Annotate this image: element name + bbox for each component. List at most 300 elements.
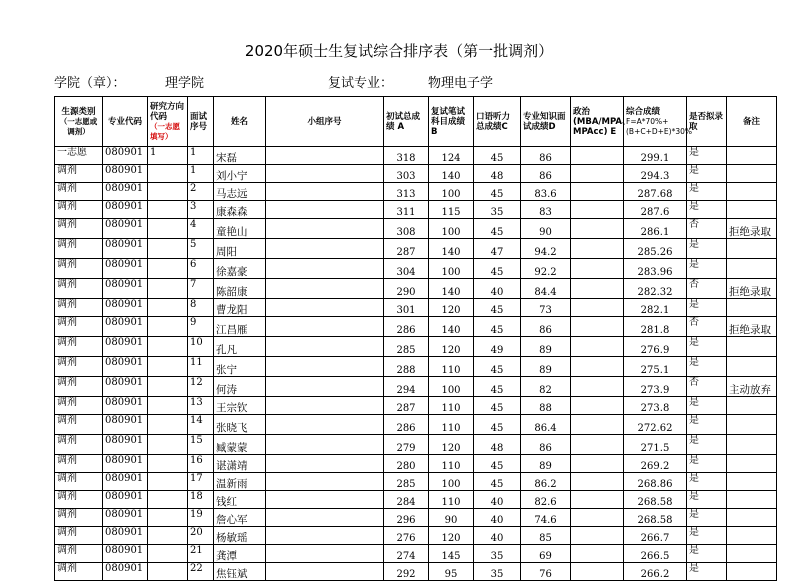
cell-admit: 是 — [687, 509, 727, 527]
cell-remarks — [727, 147, 777, 165]
cell-oral-score: 49 — [474, 337, 521, 357]
cell-group-no — [266, 397, 384, 415]
cell-name: 陈韶康 — [214, 279, 266, 299]
cell-research-code — [148, 509, 188, 527]
cell-remarks — [727, 397, 777, 415]
cell-major-code: 080901 — [103, 219, 148, 239]
cell-composite-score: 266.2 — [624, 563, 687, 581]
table-row — [55, 239, 777, 259]
cell-oral-score: 45 — [474, 299, 521, 317]
table-row — [55, 183, 777, 201]
cell-composite-score: 285.26 — [624, 239, 687, 259]
cell-name: 孔凡 — [214, 337, 266, 357]
cell-professional-score: 89 — [521, 357, 571, 377]
cell-initial-score: 294 — [384, 377, 429, 397]
cell-admit: 否 — [687, 377, 727, 397]
cell-source: 调剂 — [55, 357, 103, 377]
cell-research-code: 1 — [148, 147, 188, 165]
cell-oral-score: 40 — [474, 527, 521, 545]
cell-composite-score: 271.5 — [624, 435, 687, 455]
cell-composite-score: 269.2 — [624, 455, 687, 473]
cell-name: 江昌雁 — [214, 317, 266, 337]
cell-professional-score: 76 — [521, 563, 571, 581]
cell-name: 马志远 — [214, 183, 266, 201]
cell-interview-no: 10 — [188, 337, 214, 357]
cell-politics — [571, 491, 624, 509]
cell-research-code — [148, 377, 188, 397]
cell-professional-score: 86 — [521, 147, 571, 165]
cell-initial-score: 292 — [384, 563, 429, 581]
cell-source: 调剂 — [55, 219, 103, 239]
cell-research-code — [148, 279, 188, 299]
cell-source: 调剂 — [55, 563, 103, 581]
cell-research-code — [148, 357, 188, 377]
cell-composite-score: 273.9 — [624, 377, 687, 397]
cell-research-code — [148, 183, 188, 201]
cell-admit: 是 — [687, 491, 727, 509]
cell-name: 詹心军 — [214, 509, 266, 527]
cell-politics — [571, 239, 624, 259]
cell-name: 王宗钦 — [214, 397, 266, 415]
cell-oral-score: 35 — [474, 563, 521, 581]
table-row — [55, 377, 777, 397]
cell-remarks — [727, 415, 777, 435]
cell-politics — [571, 563, 624, 581]
cell-interview-no: 16 — [188, 455, 214, 473]
cell-source: 调剂 — [55, 377, 103, 397]
cell-interview-no: 20 — [188, 527, 214, 545]
cell-politics — [571, 545, 624, 563]
cell-initial-score: 303 — [384, 165, 429, 183]
table-row — [55, 527, 777, 545]
cell-written-score: 100 — [429, 259, 474, 279]
cell-professional-score: 86.2 — [521, 473, 571, 491]
cell-politics — [571, 299, 624, 317]
header-major-code: 专业代码 — [103, 97, 148, 147]
cell-name: 周阳 — [214, 239, 266, 259]
cell-major-code: 080901 — [103, 415, 148, 435]
cell-remarks: 主动放弃 — [727, 377, 777, 397]
cell-initial-score: 285 — [384, 473, 429, 491]
cell-group-no — [266, 415, 384, 435]
cell-remarks — [727, 239, 777, 259]
cell-initial-score: 290 — [384, 279, 429, 299]
cell-admit: 是 — [687, 473, 727, 491]
cell-initial-score: 279 — [384, 435, 429, 455]
cell-politics — [571, 455, 624, 473]
cell-major-code: 080901 — [103, 509, 148, 527]
cell-interview-no: 21 — [188, 545, 214, 563]
cell-written-score: 110 — [429, 455, 474, 473]
cell-oral-score: 48 — [474, 165, 521, 183]
cell-name: 刘小宁 — [214, 165, 266, 183]
cell-written-score: 115 — [429, 201, 474, 219]
cell-admit: 否 — [687, 279, 727, 299]
header-initial-score: 初试总成绩 A — [384, 97, 429, 147]
cell-composite-score: 286.1 — [624, 219, 687, 239]
cell-written-score: 100 — [429, 183, 474, 201]
cell-interview-no: 7 — [188, 279, 214, 299]
cell-source: 调剂 — [55, 183, 103, 201]
cell-professional-score: 84.4 — [521, 279, 571, 299]
major-value: 物理电子学 — [428, 76, 494, 91]
cell-group-no — [266, 337, 384, 357]
cell-source: 调剂 — [55, 491, 103, 509]
cell-initial-score: 296 — [384, 509, 429, 527]
cell-politics — [571, 473, 624, 491]
cell-major-code: 080901 — [103, 201, 148, 219]
cell-group-no — [266, 239, 384, 259]
cell-oral-score: 45 — [474, 357, 521, 377]
cell-source: 调剂 — [55, 455, 103, 473]
cell-remarks — [727, 337, 777, 357]
ranking-table — [54, 96, 777, 581]
cell-source: 调剂 — [55, 337, 103, 357]
cell-admit: 否 — [687, 317, 727, 337]
cell-admit: 是 — [687, 545, 727, 563]
cell-admit: 是 — [687, 455, 727, 473]
cell-major-code: 080901 — [103, 337, 148, 357]
page-title: 2020年硕士生复试综合排序表（第一批调剂） — [244, 42, 554, 60]
cell-professional-score: 92.2 — [521, 259, 571, 279]
cell-politics — [571, 183, 624, 201]
cell-remarks — [727, 455, 777, 473]
cell-interview-no: 4 — [188, 219, 214, 239]
cell-group-no — [266, 563, 384, 581]
cell-written-score: 100 — [429, 473, 474, 491]
cell-politics — [571, 357, 624, 377]
cell-initial-score: 280 — [384, 455, 429, 473]
table-row — [55, 397, 777, 415]
cell-oral-score: 45 — [474, 147, 521, 165]
cell-remarks — [727, 473, 777, 491]
cell-politics — [571, 527, 624, 545]
cell-interview-no: 5 — [188, 239, 214, 259]
cell-oral-score: 35 — [474, 201, 521, 219]
cell-source: 调剂 — [55, 473, 103, 491]
cell-admit: 是 — [687, 563, 727, 581]
cell-group-no — [266, 527, 384, 545]
cell-admit: 是 — [687, 299, 727, 317]
table-row — [55, 509, 777, 527]
cell-name: 温新雨 — [214, 473, 266, 491]
cell-name: 曹龙阳 — [214, 299, 266, 317]
cell-composite-score: 299.1 — [624, 147, 687, 165]
cell-interview-no: 22 — [188, 563, 214, 581]
cell-interview-no: 12 — [188, 377, 214, 397]
header-politics: 政治(MBA/MPA、MPAcc) E — [571, 97, 624, 147]
cell-written-score: 110 — [429, 491, 474, 509]
cell-name: 张晓飞 — [214, 415, 266, 435]
header-name: 姓名 — [214, 97, 266, 147]
cell-group-no — [266, 201, 384, 219]
cell-professional-score: 82 — [521, 377, 571, 397]
table-row — [55, 545, 777, 563]
cell-group-no — [266, 455, 384, 473]
cell-oral-score: 45 — [474, 415, 521, 435]
cell-group-no — [266, 377, 384, 397]
cell-source: 调剂 — [55, 435, 103, 455]
cell-remarks — [727, 435, 777, 455]
cell-interview-no: 6 — [188, 259, 214, 279]
cell-composite-score: 268.58 — [624, 509, 687, 527]
table-row — [55, 455, 777, 473]
cell-source: 调剂 — [55, 279, 103, 299]
cell-major-code: 080901 — [103, 279, 148, 299]
cell-initial-score: 287 — [384, 239, 429, 259]
cell-source: 调剂 — [55, 415, 103, 435]
cell-oral-score: 45 — [474, 183, 521, 201]
cell-source: 调剂 — [55, 239, 103, 259]
cell-oral-score: 45 — [474, 455, 521, 473]
cell-major-code: 080901 — [103, 165, 148, 183]
cell-group-no — [266, 259, 384, 279]
cell-remarks: 拒绝录取 — [727, 279, 777, 299]
header-interview-no: 面试序号 — [188, 97, 214, 147]
major-label: 复试专业： — [328, 76, 394, 91]
cell-politics — [571, 317, 624, 337]
cell-professional-score: 86 — [521, 165, 571, 183]
cell-professional-score: 89 — [521, 455, 571, 473]
cell-name: 焦钰斌 — [214, 563, 266, 581]
cell-written-score: 120 — [429, 527, 474, 545]
cell-major-code: 080901 — [103, 239, 148, 259]
cell-professional-score: 74.6 — [521, 509, 571, 527]
cell-written-score: 140 — [429, 279, 474, 299]
cell-research-code — [148, 415, 188, 435]
cell-oral-score: 40 — [474, 279, 521, 299]
cell-source: 一志愿 — [55, 147, 103, 165]
cell-name: 龚潭 — [214, 545, 266, 563]
cell-admit: 是 — [687, 337, 727, 357]
cell-remarks — [727, 545, 777, 563]
cell-source: 调剂 — [55, 299, 103, 317]
header-remarks: 备注 — [727, 97, 777, 147]
table-row — [55, 165, 777, 183]
cell-composite-score: 275.1 — [624, 357, 687, 377]
cell-remarks — [727, 299, 777, 317]
cell-research-code — [148, 259, 188, 279]
cell-research-code — [148, 473, 188, 491]
table-row — [55, 201, 777, 219]
cell-interview-no: 8 — [188, 299, 214, 317]
cell-source: 调剂 — [55, 201, 103, 219]
table-row — [55, 279, 777, 299]
cell-group-no — [266, 473, 384, 491]
cell-interview-no: 1 — [188, 147, 214, 165]
cell-composite-score: 268.58 — [624, 491, 687, 509]
cell-name: 钱红 — [214, 491, 266, 509]
cell-remarks: 拒绝录取 — [727, 317, 777, 337]
cell-oral-score: 35 — [474, 545, 521, 563]
cell-written-score: 140 — [429, 165, 474, 183]
cell-written-score: 145 — [429, 545, 474, 563]
cell-initial-score: 318 — [384, 147, 429, 165]
cell-name: 张宁 — [214, 357, 266, 377]
cell-major-code: 080901 — [103, 563, 148, 581]
header-oral-score: 口语听力总成绩C — [474, 97, 521, 147]
cell-name: 谌潇靖 — [214, 455, 266, 473]
header-composite: 综合成绩 F=A*70%+(B+C+D+E)*30% — [624, 97, 687, 147]
cell-initial-score: 288 — [384, 357, 429, 377]
cell-interview-no: 15 — [188, 435, 214, 455]
cell-major-code: 080901 — [103, 455, 148, 473]
cell-major-code: 080901 — [103, 491, 148, 509]
cell-written-score: 100 — [429, 377, 474, 397]
cell-politics — [571, 165, 624, 183]
cell-major-code: 080901 — [103, 527, 148, 545]
cell-written-score: 140 — [429, 317, 474, 337]
cell-oral-score: 45 — [474, 219, 521, 239]
cell-written-score: 120 — [429, 337, 474, 357]
cell-remarks: 拒绝录取 — [727, 219, 777, 239]
cell-major-code: 080901 — [103, 377, 148, 397]
cell-oral-score: 47 — [474, 239, 521, 259]
cell-admit: 是 — [687, 415, 727, 435]
cell-name: 杨敏瑶 — [214, 527, 266, 545]
cell-written-score: 110 — [429, 357, 474, 377]
cell-professional-score: 82.6 — [521, 491, 571, 509]
cell-research-code — [148, 455, 188, 473]
cell-oral-score: 40 — [474, 509, 521, 527]
cell-written-score: 100 — [429, 219, 474, 239]
cell-research-code — [148, 397, 188, 415]
cell-initial-score: 286 — [384, 415, 429, 435]
cell-group-no — [266, 147, 384, 165]
cell-written-score: 90 — [429, 509, 474, 527]
cell-name: 宋磊 — [214, 147, 266, 165]
cell-politics — [571, 279, 624, 299]
cell-written-score: 120 — [429, 299, 474, 317]
cell-remarks — [727, 183, 777, 201]
cell-oral-score: 45 — [474, 377, 521, 397]
table-row — [55, 317, 777, 337]
cell-interview-no: 13 — [188, 397, 214, 415]
cell-research-code — [148, 491, 188, 509]
cell-research-code — [148, 435, 188, 455]
cell-group-no — [266, 545, 384, 563]
cell-research-code — [148, 337, 188, 357]
cell-group-no — [266, 357, 384, 377]
cell-initial-score: 311 — [384, 201, 429, 219]
cell-interview-no: 11 — [188, 357, 214, 377]
cell-initial-score: 313 — [384, 183, 429, 201]
table-row — [55, 473, 777, 491]
cell-research-code — [148, 201, 188, 219]
cell-name: 何涛 — [214, 377, 266, 397]
cell-source: 调剂 — [55, 545, 103, 563]
cell-interview-no: 14 — [188, 415, 214, 435]
cell-interview-no: 18 — [188, 491, 214, 509]
cell-initial-score: 287 — [384, 397, 429, 415]
cell-professional-score: 83.6 — [521, 183, 571, 201]
table-row — [55, 357, 777, 377]
cell-remarks — [727, 527, 777, 545]
cell-composite-score: 266.7 — [624, 527, 687, 545]
cell-professional-score: 86 — [521, 435, 571, 455]
cell-major-code: 080901 — [103, 299, 148, 317]
cell-oral-score: 45 — [474, 473, 521, 491]
cell-admit: 是 — [687, 147, 727, 165]
cell-major-code: 080901 — [103, 545, 148, 563]
cell-admit: 是 — [687, 183, 727, 201]
cell-professional-score: 73 — [521, 299, 571, 317]
table-row — [55, 147, 777, 165]
cell-composite-score: 281.8 — [624, 317, 687, 337]
cell-interview-no: 2 — [188, 183, 214, 201]
cell-interview-no: 3 — [188, 201, 214, 219]
cell-professional-score: 88 — [521, 397, 571, 415]
cell-interview-no: 1 — [188, 165, 214, 183]
cell-group-no — [266, 219, 384, 239]
cell-politics — [571, 377, 624, 397]
cell-composite-score: 287.68 — [624, 183, 687, 201]
cell-research-code — [148, 545, 188, 563]
cell-initial-score: 304 — [384, 259, 429, 279]
cell-composite-score: 268.86 — [624, 473, 687, 491]
table-row — [55, 259, 777, 279]
header-research-code: 研究方向代码 （一志愿填写） — [148, 97, 188, 147]
cell-source: 调剂 — [55, 317, 103, 337]
cell-admit: 否 — [687, 219, 727, 239]
cell-source: 调剂 — [55, 259, 103, 279]
cell-professional-score: 90 — [521, 219, 571, 239]
cell-initial-score: 276 — [384, 527, 429, 545]
cell-admit: 是 — [687, 397, 727, 415]
cell-remarks — [727, 563, 777, 581]
cell-source: 调剂 — [55, 509, 103, 527]
cell-politics — [571, 337, 624, 357]
cell-admit: 是 — [687, 259, 727, 279]
cell-oral-score: 45 — [474, 259, 521, 279]
cell-research-code — [148, 239, 188, 259]
cell-initial-score: 308 — [384, 219, 429, 239]
cell-remarks — [727, 357, 777, 377]
cell-composite-score: 282.1 — [624, 299, 687, 317]
cell-name: 徐嘉豪 — [214, 259, 266, 279]
cell-politics — [571, 201, 624, 219]
cell-group-no — [266, 165, 384, 183]
cell-research-code — [148, 317, 188, 337]
table-row — [55, 337, 777, 357]
cell-research-code — [148, 219, 188, 239]
cell-oral-score: 48 — [474, 435, 521, 455]
cell-professional-score: 85 — [521, 527, 571, 545]
cell-name: 臧蒙蒙 — [214, 435, 266, 455]
cell-research-code — [148, 563, 188, 581]
cell-written-score: 124 — [429, 147, 474, 165]
cell-group-no — [266, 435, 384, 455]
cell-major-code: 080901 — [103, 317, 148, 337]
college-value: 理学院 — [165, 76, 205, 91]
cell-oral-score: 45 — [474, 317, 521, 337]
cell-composite-score: 294.3 — [624, 165, 687, 183]
cell-interview-no: 9 — [188, 317, 214, 337]
table-row — [55, 299, 777, 317]
cell-interview-no: 19 — [188, 509, 214, 527]
cell-composite-score: 283.96 — [624, 259, 687, 279]
cell-source: 调剂 — [55, 527, 103, 545]
cell-initial-score: 286 — [384, 317, 429, 337]
cell-research-code — [148, 527, 188, 545]
cell-politics — [571, 397, 624, 415]
table-row — [55, 491, 777, 509]
table-row — [55, 563, 777, 581]
header-admit: 是否拟录取 — [687, 97, 727, 147]
cell-composite-score: 282.32 — [624, 279, 687, 299]
cell-source: 调剂 — [55, 165, 103, 183]
cell-written-score: 110 — [429, 397, 474, 415]
